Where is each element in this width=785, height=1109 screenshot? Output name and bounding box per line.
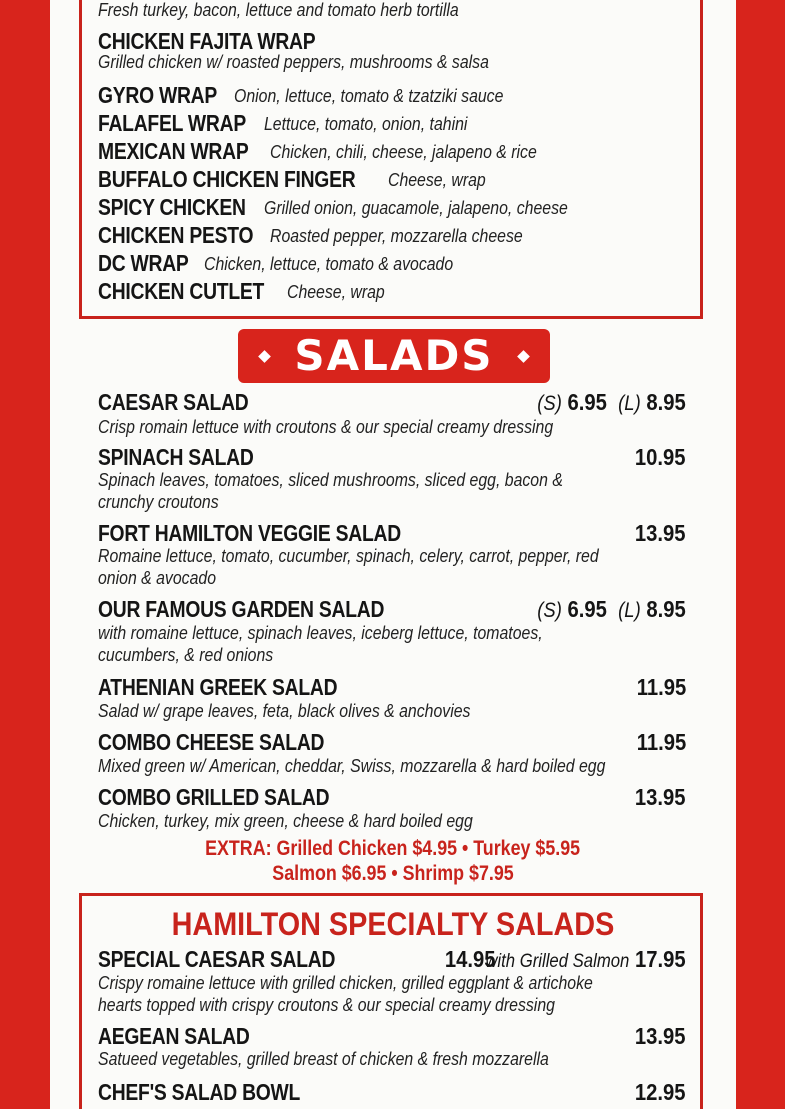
wrap-name: CHICKEN FAJITA WRAP [98,28,316,54]
salad-desc: Chicken, turkey, mix green, cheese & hard boiled egg [98,811,473,831]
wrap-name: BUFFALO CHICKEN FINGER [98,166,356,192]
specialty-name: AEGEAN SALAD [98,1023,250,1049]
wrap-item [98,166,486,193]
extras-text: EXTRA: Grilled Chicken $4.95 • Turkey $5.95 [205,837,581,860]
salad-name: COMBO CHEESE SALAD [98,729,325,755]
salad-desc-line [98,811,524,832]
specialty-desc: Satueed vegetables, grilled breast of chicken & fresh mozzarella [98,1049,549,1069]
salad-desc-line [98,546,667,567]
specialty-name: SPECIAL CAESAR SALAD [98,946,336,972]
wrap-item [98,110,468,137]
salad-item-name [98,596,439,623]
salad-desc-line [98,701,521,722]
wrap-item-desc [98,52,542,73]
salad-item-name [98,444,283,471]
size-small-label: (S) [537,599,563,622]
price-large: 8.95 [646,596,686,622]
wrap-desc: Lettuce, tomato, onion, tahini [264,114,468,134]
size-large-label: (L) [618,392,641,415]
wrap-desc: Roasted pepper, mozzarella cheese [270,226,523,246]
salad-price: 13.95 [635,520,686,546]
salad-name: ATHENIAN GREEK SALAD [98,674,338,700]
salad-desc-line [98,623,603,644]
wrap-item [98,278,385,305]
salad-name: OUR FAMOUS GARDEN SALAD [98,596,385,622]
extras-line [50,837,736,861]
wrap-name: MEXICAN WRAP [98,138,249,164]
salads-title: SALADS [294,331,494,380]
salad-desc-line [98,470,626,491]
salad-desc: with romaine lettuce, spinach leaves, iceberg lettuce, tomatoes, [98,623,543,643]
alt-price: 17.95 [635,946,686,972]
salad-name: COMBO GRILLED SALAD [98,784,330,810]
specialty-desc: hearts topped with crispy croutons & our special creamy dressing [98,995,555,1015]
salad-desc-line [98,568,232,589]
salad-price: 10.95 [635,444,686,470]
salad-item-name [98,674,383,701]
salad-desc: crunchy croutons [98,492,219,512]
specialty-item-name [98,946,380,973]
wrap-name: FALAFEL WRAP [98,110,246,136]
specialty-price: 13.95 [635,1023,686,1049]
wrap-desc: Grilled chicken w/ roasted peppers, mushrooms & salsa [98,52,489,72]
wrap-item [98,250,454,277]
salad-desc-line [98,417,615,438]
wrap-desc: Cheese, wrap [287,282,385,302]
wrap-item [98,82,504,109]
salad-price: 13.95 [635,784,686,810]
price-small: 6.95 [567,596,608,622]
salad-item-name [98,520,459,547]
wrap-desc: Fresh turkey, bacon, lettuce and tomato herb tortilla [98,0,459,20]
specialty-item-name [98,1023,278,1050]
specialty-name: CHEF'S SALAD BOWL [98,1079,301,1105]
salad-item-name [98,784,373,811]
wrap-name: GYRO WRAP [98,82,218,108]
salad-name: SPINACH SALAD [98,444,254,470]
salad-desc-line [98,645,297,666]
salad-item-name [98,729,367,756]
salad-desc: onion & avocado [98,568,217,588]
specialty-price: 14.95 [445,946,496,972]
salad-desc: Salad w/ grape leaves, feta, black olives & anchovies [98,701,471,721]
wrap-desc: Cheese, wrap [388,170,486,190]
extras-text: Salmon $6.95 • Shrimp $7.95 [272,862,514,885]
wrap-desc: Chicken, chili, cheese, jalapeno & rice [270,142,537,162]
specialty-desc-line [98,1049,610,1070]
wrap-item [98,194,568,221]
salad-desc: Crisp romain lettuce with croutons & our special creamy dressing [98,417,554,437]
wrap-name: DC WRAP [98,250,189,276]
salad-item-name [98,389,277,416]
specialty-item-name [98,1079,339,1106]
salad-desc-line [98,492,235,513]
price-small: 6.95 [567,389,608,415]
salad-desc: Mixed green w/ American, cheddar, Swiss, mozzarella & hard boiled egg [98,756,606,776]
salad-price [537,389,686,416]
salad-name: CAESAR SALAD [98,389,249,415]
specialty-desc-line [98,973,660,994]
salads-banner [238,329,550,383]
specialty-desc: Crispy romaine lettuce with grilled chicken, grilled eggplant & artichoke [98,973,593,993]
wrap-item [98,222,523,249]
wrap-name: CHICKEN CUTLET [98,278,265,304]
menu-page [50,0,736,1109]
specialty-title-text: HAMILTON SPECIALTY SALADS [171,906,615,942]
specialty-alt-price [486,946,686,973]
specialty-title [50,906,736,943]
alt-label: with Grilled Salmon [485,951,630,972]
salad-price: 11.95 [636,674,686,700]
wrap-item [98,138,537,165]
salad-desc-line [98,756,675,777]
wrap-name: CHICKEN PESTO [98,222,254,248]
wrap-desc: Onion, lettuce, tomato & tzatziki sauce [234,86,504,106]
size-large-label: (L) [618,599,641,622]
extras-line [50,862,736,886]
salad-name: FORT HAMILTON VEGGIE SALAD [98,520,401,546]
wrap-item [98,0,508,21]
salad-desc: Romaine lettuce, tomato, cucumber, spinach, celery, carrot, pepper, red [98,546,599,566]
salad-price [537,596,686,623]
price-large: 8.95 [646,389,686,415]
specialty-desc-line [98,995,617,1016]
wrap-name: SPICY CHICKEN [98,194,246,220]
wrap-desc: Grilled onion, guacamole, jalapeno, cheese [264,198,568,218]
wrap-item [98,28,357,55]
salad-price: 11.95 [636,729,686,755]
wrap-desc: Chicken, lettuce, tomato & avocado [204,254,454,274]
salad-desc: Spinach leaves, tomatoes, sliced mushrooms, sliced egg, bacon & [98,470,563,490]
size-small-label: (S) [537,392,563,415]
specialty-price: 12.95 [635,1079,686,1105]
salad-desc: cucumbers, & red onions [98,645,274,665]
